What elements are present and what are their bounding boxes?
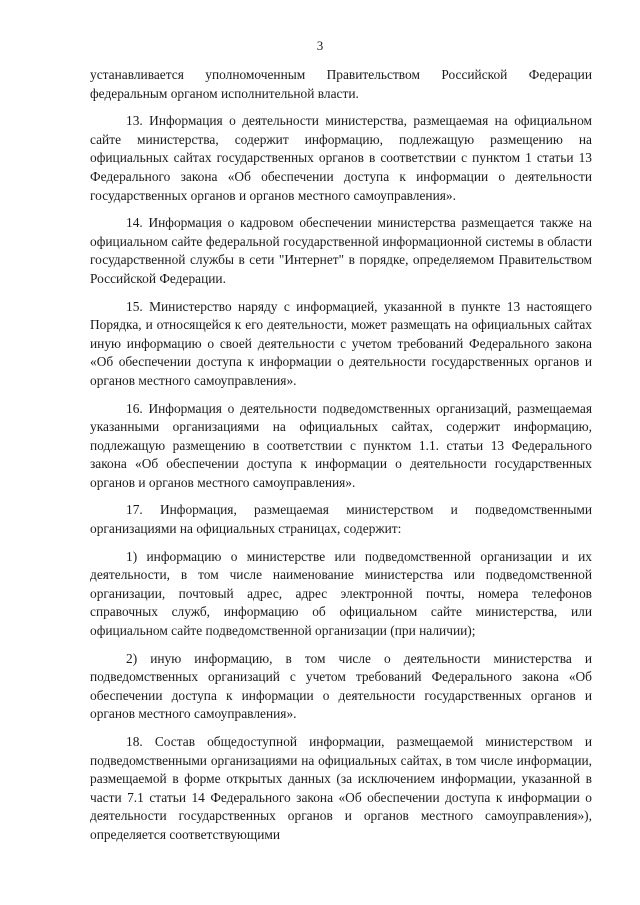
paragraph-14: 14. Информация о кадровом обеспечении министерства размещается также на официальном сайте федеральной государственной информационной системы в области государственной службы в сети "Интернет" в порядке, определяемом Правительством Российской Федерации. [90,215,592,286]
paragraph-15: 15. Министерство наряду с информацией, указанной в пункте 13 настоящего Порядка, и относящейся к его деятельности, может размещать на официальных сайтах иную информацию о своей деятельности с учетом требований Федерального закона «Об обеспечении доступа к информации о деятельности государственных органов и органов местного самоуправления». [90,298,592,388]
paragraph-13: 13. Информация о деятельности министерства, размещаемая на официальном сайте министерства, содержит информацию, подлежащую размещению на официальных сайтах государственных органов в соответствии с пунктом 1 статьи 13 Федерального закона «Об обеспечении доступа к информации о деятельности государственных органов и органов местного самоуправления». [90,113,592,203]
page-number: 3 [316,38,324,53]
paragraph-17-item-1: 1) информацию о министерстве или подведомственной организации и их деятельности, в том числе наименование министерства или подведомственной организации, почтовый адрес, адрес электронной почты, номера телефонов справочных служб, информацию об официальном сайте министерства, или официальном сайте подведомственной организации (при наличии); [90,548,592,639]
paragraph-18: 18. Состав общедоступной информации, размещаемой министерством и подведомственными организациями на официальных сайтах, в том числе информации, размещаемой в форме открытых данных (за исключением информации, указанной в части 7.1 статьи 14 Федерального закона «Об обеспечении доступа к информации о деятельности государственных органов и органов местного самоуправления»), определяется соответствующими [90,734,592,842]
paragraph-17: 17. Информация, размещаемая министерством и подведомственными организациями на официальных страницах, содержит: [90,502,592,537]
paragraph-continuation: устанавливается уполномоченным Правительством Российской Федерации федеральным органом исполнительной власти. [90,67,592,101]
document-body [90,66,592,854]
paragraph-17-item-2: 2) иную информацию, в том числе о деятельности министерства и подведомственных организаций с учетом требований Федерального закона «Об обеспечении доступа к информации о деятельности государственных органов и органов местного самоуправления». [90,650,592,722]
paragraph-16: 16. Информация о деятельности подведомственных организаций, размещаемая указанными организациями на официальных сайтах, содержит информацию, подлежащую размещению в соответствии с пунктом 1.1. статьи 13 Федерального закона «Об обеспечении доступа к информации о деятельности государственных органов и органов местного самоуправления». [90,400,592,490]
